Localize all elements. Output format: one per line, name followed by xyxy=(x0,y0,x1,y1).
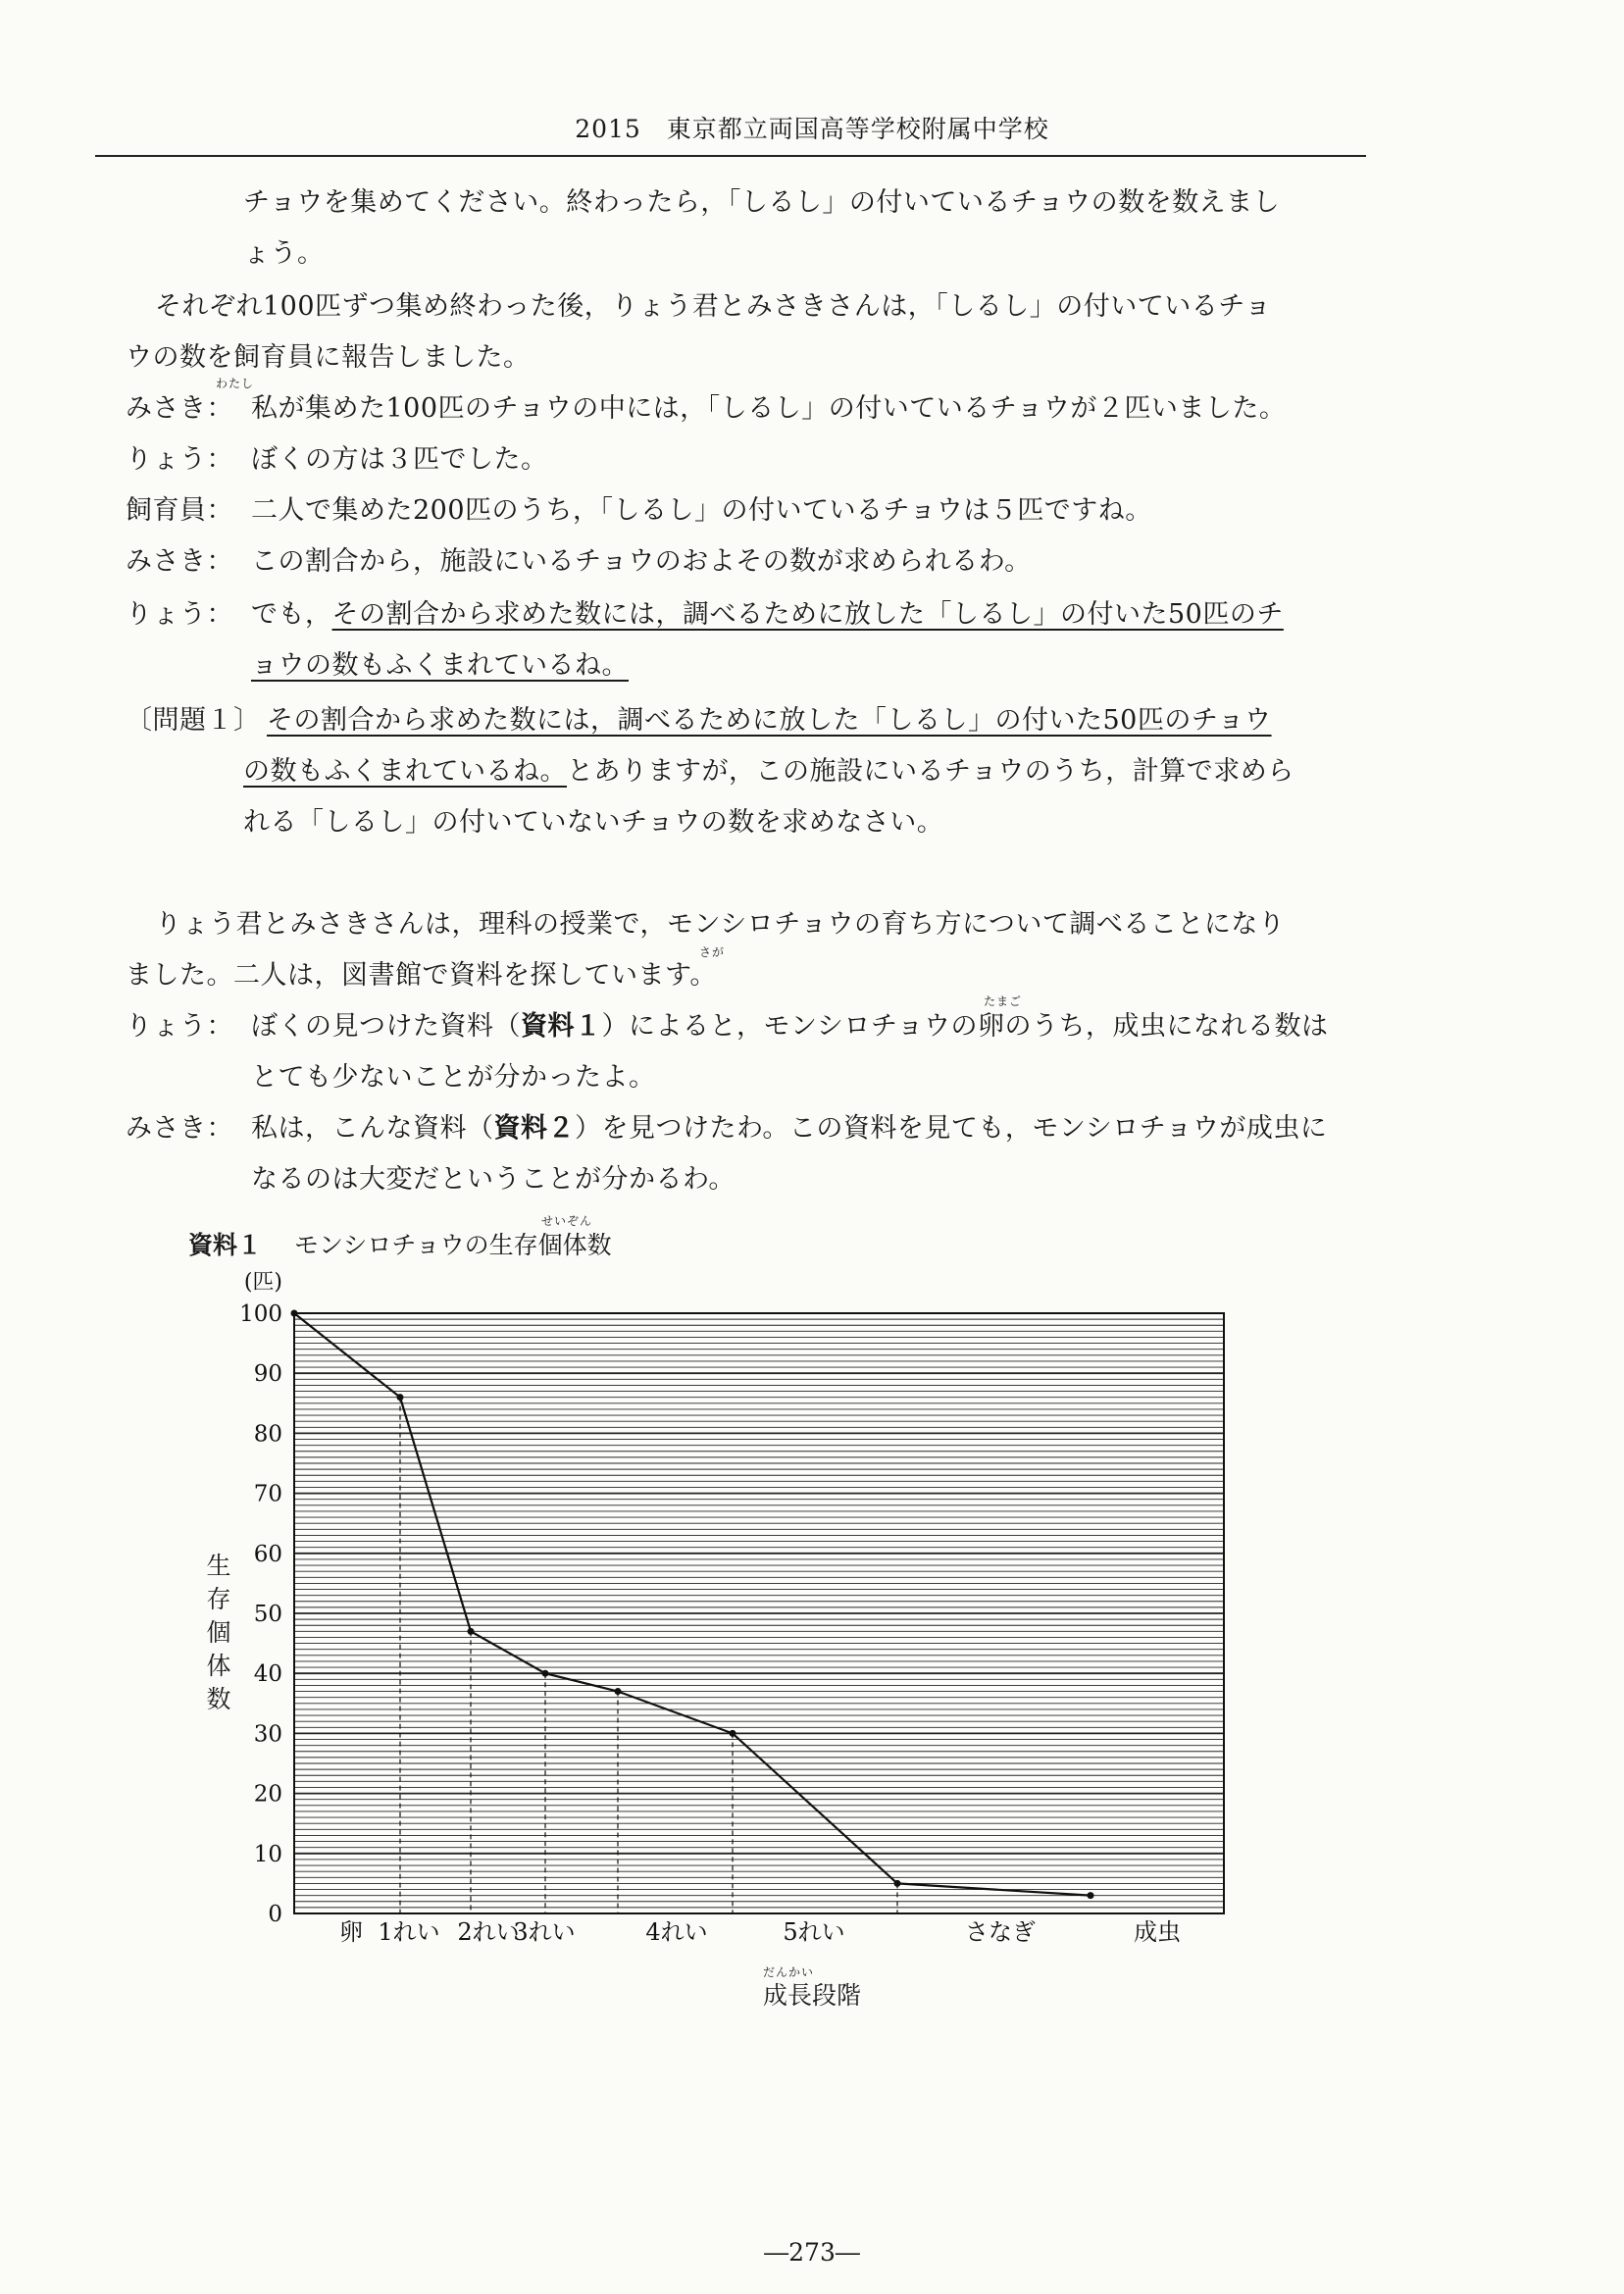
underlined-text: の数もふくまれているね。 xyxy=(243,756,567,787)
y-tick-label: 20 xyxy=(253,1781,282,1808)
dialogue-line-misaki xyxy=(126,392,1286,426)
question-1-line xyxy=(243,755,1294,789)
data-point xyxy=(894,1880,901,1887)
x-tick-label: 3れい xyxy=(513,1918,576,1946)
dialogue-continuation: なるのは大変だということが分かるわ。 xyxy=(251,1164,736,1195)
x-tick-label: 卵 xyxy=(339,1918,363,1946)
speaker-label: 飼育員： xyxy=(126,495,233,526)
dialogue-text: ぼくの見つけた資料（ xyxy=(251,1011,521,1042)
header-rule xyxy=(95,155,1366,157)
data-point xyxy=(542,1670,549,1677)
y-tick-label: 100 xyxy=(239,1301,282,1327)
y-tick-label: 10 xyxy=(253,1841,282,1867)
data-point xyxy=(730,1730,736,1737)
dialogue-text: 二人で集めた200匹のうち，「しるし」の付いているチョウは５匹ですね。 xyxy=(251,495,1152,526)
data-point xyxy=(468,1628,475,1635)
speaker-label: みさき： xyxy=(126,1113,233,1144)
dialogue-text: 私は，こんな資料（ xyxy=(251,1113,494,1144)
speaker-label: みさき： xyxy=(126,546,233,577)
data-point xyxy=(1088,1892,1094,1899)
underlined-text: その割合から求めた数には，調べるために放した「しるし」の付いた50匹のチ xyxy=(331,599,1284,630)
dialogue-continuation xyxy=(251,649,629,683)
y-tick-label: 90 xyxy=(253,1361,282,1388)
series-line xyxy=(294,1313,1091,1896)
ruby-seizon: せいぞん xyxy=(541,1214,593,1228)
paragraph-line: それぞれ100匹ずつ集め終わった後，りょう君とみさきさんは，「しるし」の付いているチョ xyxy=(155,291,1272,322)
x-tick-label: 5れい xyxy=(783,1918,845,1946)
page-number: ―273― xyxy=(764,2238,860,2267)
paragraph-line: ょう。 xyxy=(243,238,325,269)
chart-reference-label: 資料１ xyxy=(188,1231,263,1259)
x-tick-label: さなぎ xyxy=(965,1918,1036,1946)
dialogue-line-misaki xyxy=(126,1112,1327,1146)
paragraph-line: ウの数を飼育員に報告しました。 xyxy=(126,342,531,373)
question-1-line: れる「しるし」の付いていないチョウの数を求めなさい。 xyxy=(243,807,944,838)
chart-title xyxy=(188,1226,612,1261)
dialogue-line-keeper xyxy=(126,494,1152,528)
x-tick-label: 4れい xyxy=(645,1918,708,1946)
y-tick-label: 60 xyxy=(253,1541,282,1567)
question-1 xyxy=(126,704,1272,738)
question-label: 〔問題１〕 xyxy=(126,705,261,736)
y-tick-label: 30 xyxy=(253,1721,282,1748)
x-tick-label: 2れい xyxy=(457,1918,520,1946)
ruby-sagashi: さが xyxy=(699,945,726,959)
dialogue-line-ryo xyxy=(126,443,548,477)
paragraph-line: ました。二人は，図書館で資料を探しています。 xyxy=(126,960,717,991)
plot-area xyxy=(294,1313,1224,1913)
plot-frame xyxy=(294,1313,1224,1913)
dialogue-continuation: とても少ないことが分かったよ。 xyxy=(251,1062,656,1093)
y-axis-label: 生存個体数 xyxy=(206,1552,231,1713)
y-tick-label: 50 xyxy=(253,1602,282,1627)
y-unit-label: (匹) xyxy=(243,1270,282,1295)
y-tick-label: 40 xyxy=(253,1661,282,1688)
dialogue-text: ぼくの方は３匹でした。 xyxy=(251,444,548,475)
dialogue-text: 私が集めた100匹のチョウの中には，「しるし」の付いているチョウが２匹いました。 xyxy=(251,393,1287,424)
underlined-text: その割合から求めた数には，調べるために放した「しるし」の付いた50匹のチョウ xyxy=(267,705,1272,736)
question-text: とありますが，この施設にいるチョウのうち，計算で求めら xyxy=(567,756,1294,787)
y-tick-label: 80 xyxy=(253,1421,282,1448)
data-point xyxy=(291,1310,298,1317)
dialogue-line-ryo xyxy=(126,598,1284,632)
data-point xyxy=(615,1688,622,1695)
paragraph-line: チョウを集めてください。終わったら，「しるし」の付いているチョウの数を数えまし xyxy=(243,187,1281,218)
dialogue-text: ）を見つけたわ。この資料を見ても，モンシロチョウが成虫に xyxy=(575,1113,1328,1144)
x-tick-label: 成虫 xyxy=(1134,1918,1181,1946)
dialogue-text: でも， xyxy=(251,599,332,630)
ruby-dankai: だんかい xyxy=(763,1965,815,1979)
speaker-label: りょう： xyxy=(126,599,233,630)
y-tick-label: 70 xyxy=(253,1481,282,1507)
y-tick-label: 0 xyxy=(268,1902,282,1927)
data-point xyxy=(397,1394,404,1401)
dialogue-line-misaki xyxy=(126,545,1032,579)
speaker-label: りょう： xyxy=(126,444,233,475)
underlined-text: ョウの数もふくまれているね。 xyxy=(251,650,629,681)
dialogue-text: ）によると，モンシロチョウの卵のうち，成虫になれる数は xyxy=(601,1011,1329,1042)
x-axis-label: 成長段階 xyxy=(762,1981,861,2010)
dialogue-line-ryo xyxy=(126,1010,1329,1044)
ruby-tamago: たまご xyxy=(984,994,1023,1008)
paragraph-line: りょう君とみさきさんは，理科の授業で，モンシロチョウの育ち方について調べることになり xyxy=(155,909,1286,940)
reference-label: 資料１ xyxy=(521,1011,602,1042)
ruby-watashi: わたし xyxy=(216,377,255,390)
chart-title-text: モンシロチョウの生存個体数 xyxy=(294,1231,612,1259)
reference-label: 資料２ xyxy=(493,1113,575,1144)
dialogue-text: この割合から，施設にいるチョウのおよその数が求められるわ。 xyxy=(251,546,1032,577)
x-tick-label: 1れい xyxy=(378,1918,440,1946)
page-header-title: 2015 東京都立両国高等学校附属中学校 xyxy=(575,115,1049,143)
speaker-label: みさき： xyxy=(126,393,233,424)
speaker-label: りょう： xyxy=(126,1011,233,1042)
